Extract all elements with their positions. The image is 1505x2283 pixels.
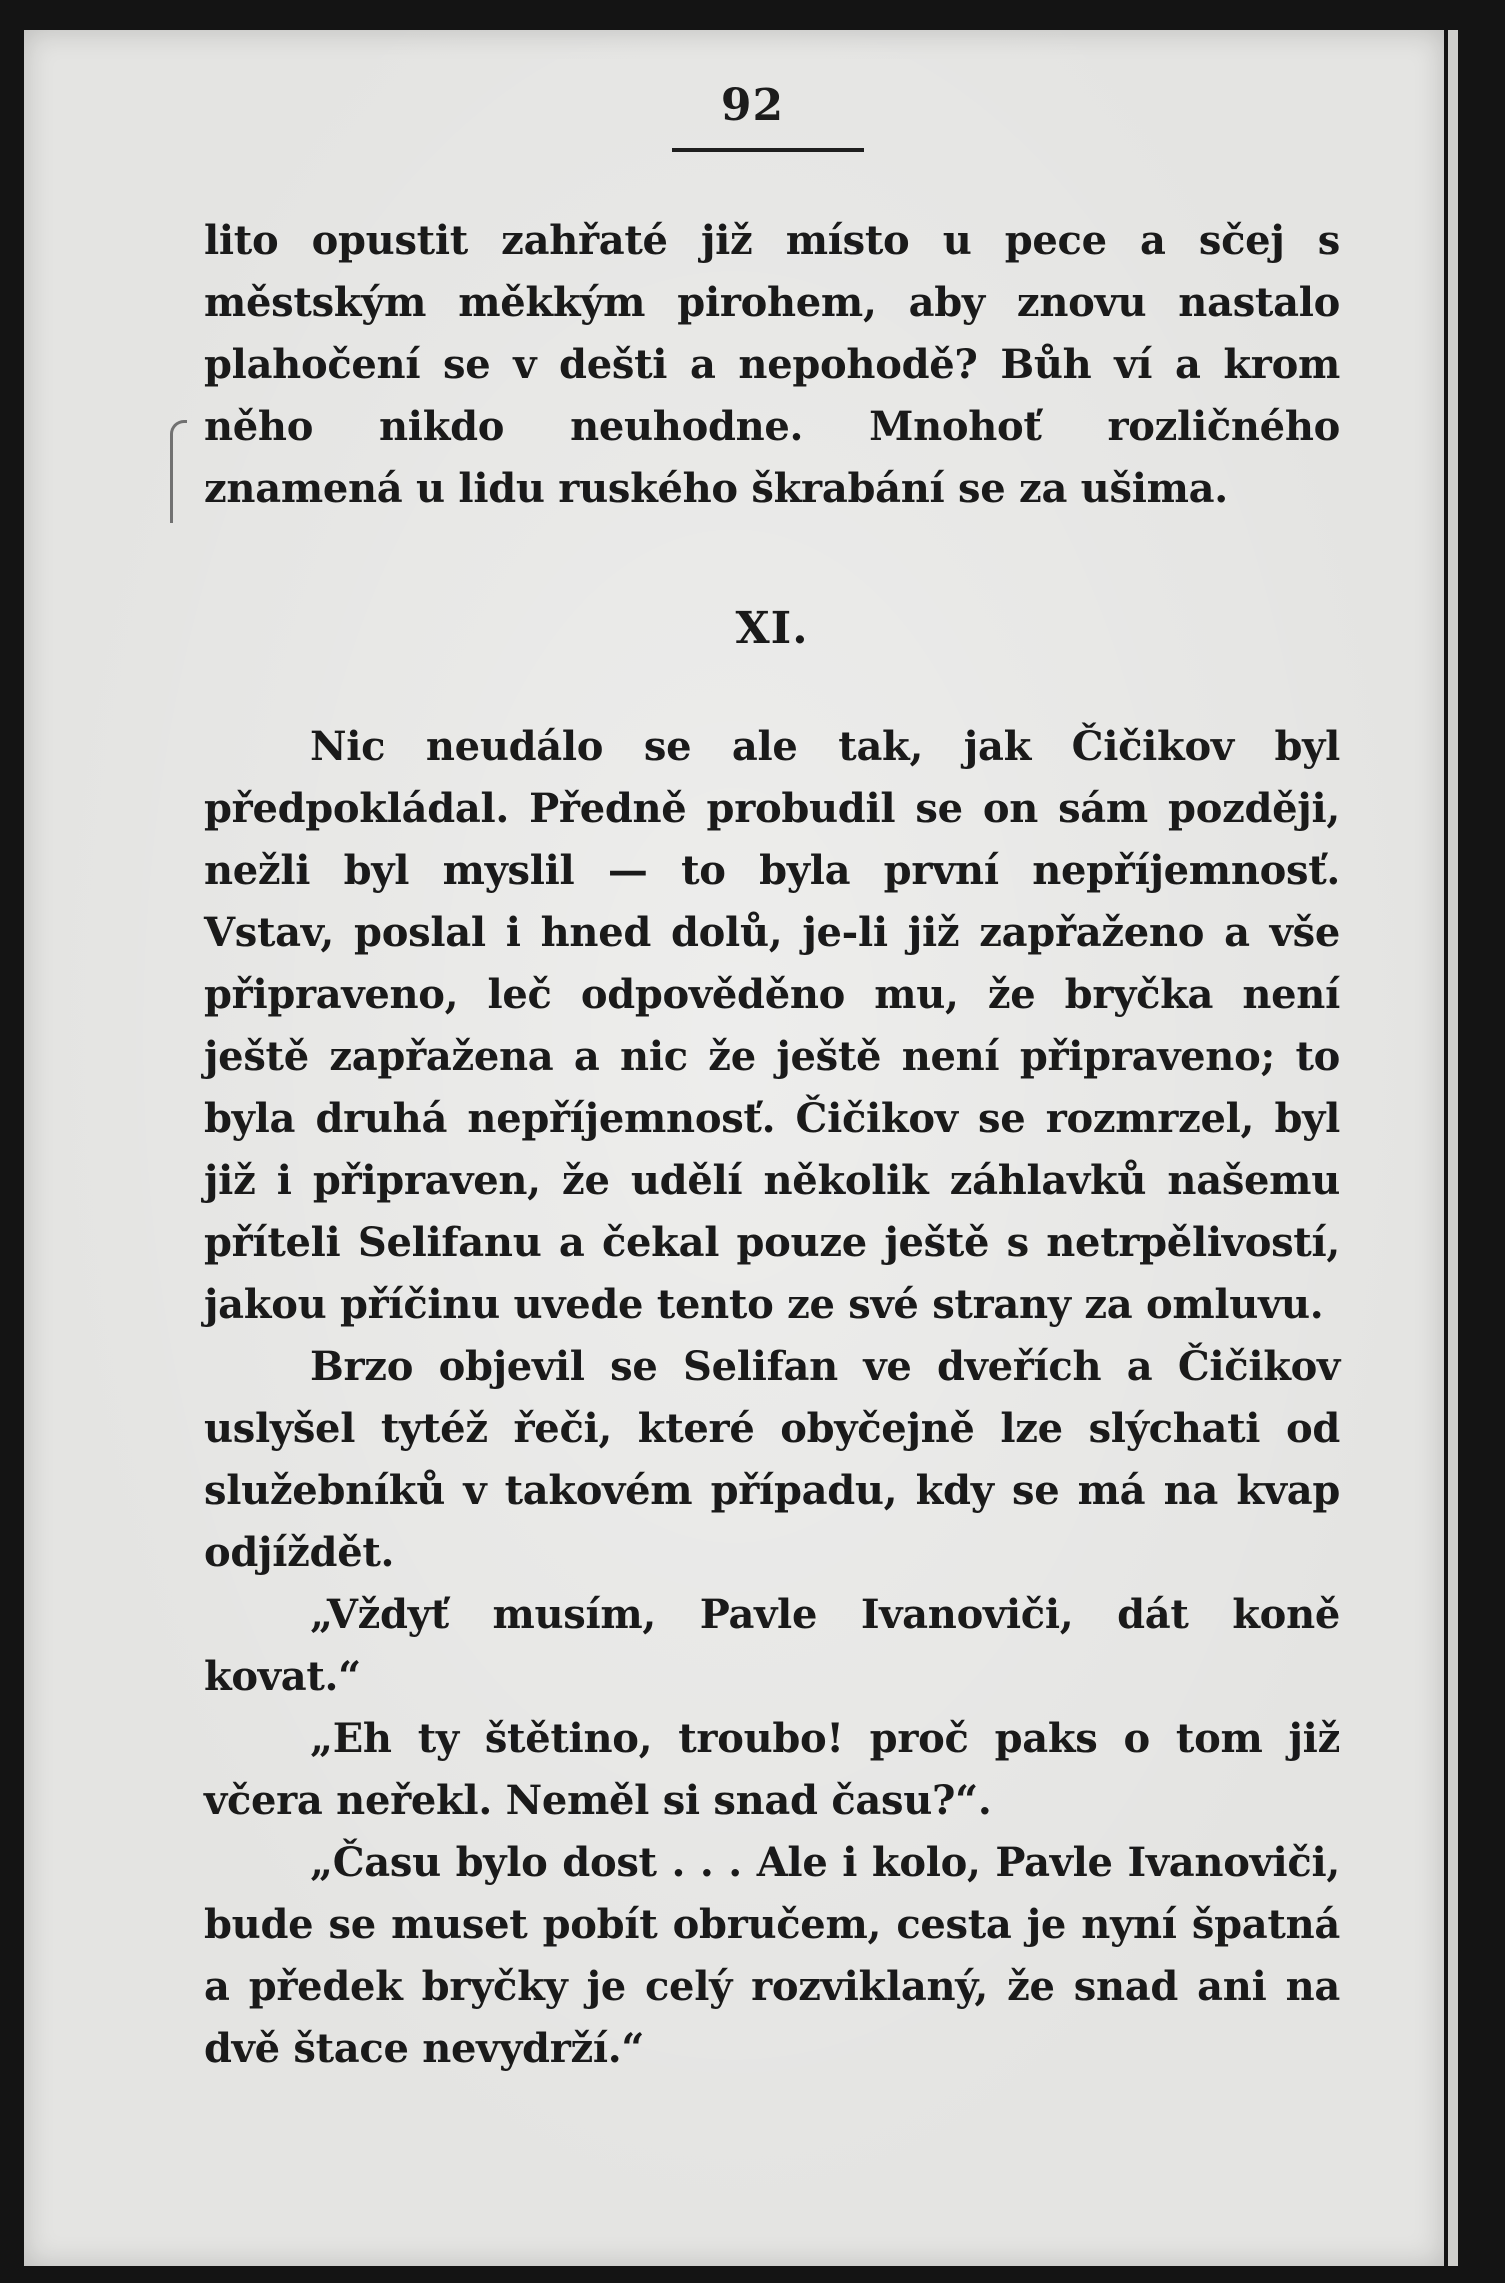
paragraph: „Času bylo dost . . . Ale i kolo, Pavle Ivanoviči, bude se muset pobít obručem, cesta je nyní špatná a předek bryčky je celý rozviklaný, že snad ani na dvě štace nevydrží.“ [204,1839,1340,2072]
page-number: 92 [720,80,785,131]
opening-paragraph: lito opustit zahřaté již místo u pece a sčej s městským měkkým pirohem, aby znovu nastalo plahočení se v dešti a nepohodě? Bůh ví a krom něho nikdo neuhodne. Mnohoť rozličného znamená u lidu ruského škrabání se za ušima. [204,217,1340,512]
paragraph: Brzo objevil se Selifan ve dveřích a Čičikov uslyšel tytéž řeči, které obyčejně lze slýchati od služebníků v takovém případu, kdy se má na kvap odjíždět. [204,1343,1340,1576]
page-number-rule [672,148,864,152]
paragraph: Nic neudálo se ale tak, jak Čičikov byl předpokládal. Předně probudil se on sám později, nežli byl myslil — to byla první nepříjemnosť. Vstav, poslal i hned dolů, je-li již zapřaženo a vše připraveno, leč odpověděno mu, že bryčka není ještě zapřažena a nic že ještě není připraveno; to byla druhá nepříjemnosť. Čičikov se rozmrzel, byl již i připraven, že udělí několik záhlavků našemu příteli Selifanu a čekal pouze ještě s netrpělivostí, jakou příčinu uvede tento ze své strany za omluvu. [204,723,1340,1328]
page-text [204,210,1340,2080]
pencil-bracket-mark [170,420,187,523]
paragraph: „Eh ty štětino, troubo! proč paks o tom již včera neřekl. Neměl si snad času?“. [204,1715,1340,1824]
adjacent-page-edge [1448,30,1458,2266]
chapter-body [204,716,1340,2080]
chapter-heading: XI. [735,603,809,654]
paragraph: „Vždyť musím, Pavle Ivanoviči, dát koně kovat.“ [204,1591,1340,1700]
